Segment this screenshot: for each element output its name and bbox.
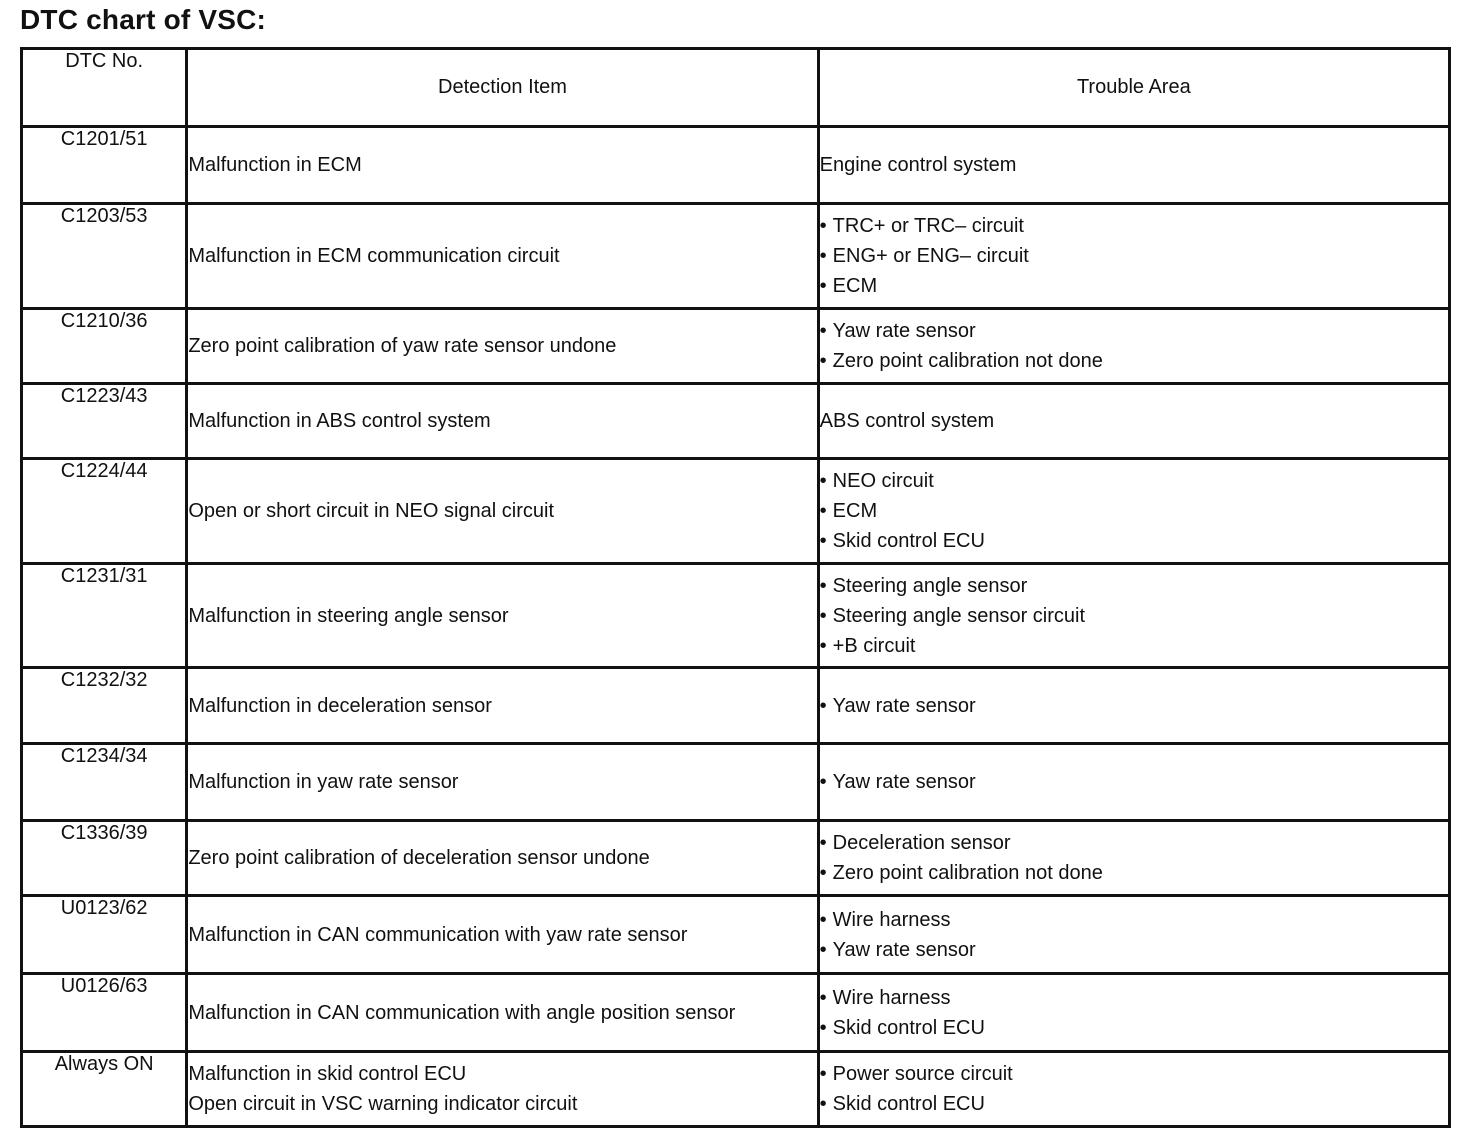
trouble-area-bullet-item: • +B circuit bbox=[820, 631, 1448, 661]
detection-item-text: Open or short circuit in NEO signal circuit bbox=[188, 500, 555, 522]
trouble-area-bullet-item: • Yaw rate sensor bbox=[820, 935, 1448, 965]
trouble-area-cell bbox=[818, 204, 1449, 309]
trouble-area-cell bbox=[818, 821, 1449, 896]
dtc-table-body bbox=[22, 127, 1450, 1127]
table-row bbox=[22, 204, 1450, 309]
dtc-code: C1210/36 bbox=[22, 309, 187, 384]
trouble-area-cell bbox=[818, 668, 1449, 744]
dtc-table bbox=[20, 47, 1451, 1128]
detection-item-text: Malfunction in steering angle sensor bbox=[188, 604, 509, 627]
dtc-code: C1231/31 bbox=[22, 564, 187, 668]
header-dtc-no: DTC No. bbox=[22, 49, 187, 127]
detection-item-cell bbox=[187, 204, 818, 309]
trouble-area-bullet-item: • ECM bbox=[820, 271, 1448, 301]
trouble-area-bullet-item: • Steering angle sensor circuit bbox=[820, 601, 1448, 631]
trouble-area-bullet-item: • Deceleration sensor bbox=[820, 828, 1448, 858]
table-row bbox=[22, 896, 1450, 974]
page-title: DTC chart of VSC: bbox=[20, 4, 267, 35]
table-row bbox=[22, 821, 1450, 896]
detection-item-cell bbox=[187, 821, 818, 896]
trouble-area-cell bbox=[818, 564, 1449, 668]
detection-item-text: Malfunction in deceleration sensor bbox=[188, 694, 492, 717]
trouble-area-bullet-item: • TRC+ or TRC– circuit bbox=[820, 211, 1448, 241]
detection-item-cell bbox=[187, 384, 818, 459]
dtc-code: C1336/39 bbox=[22, 821, 187, 896]
trouble-area-bullet-item: • Skid control ECU bbox=[820, 526, 1448, 556]
trouble-area-cell bbox=[818, 309, 1449, 384]
detection-item-cell bbox=[187, 309, 818, 384]
detection-item-text: Malfunction in ECM communication circuit bbox=[188, 245, 560, 267]
detection-item-text: Zero point calibration of deceleration sensor undone bbox=[188, 847, 650, 869]
trouble-area-bullet-item: • Yaw rate sensor bbox=[820, 316, 1448, 346]
trouble-area-cell bbox=[818, 1052, 1449, 1127]
dtc-code: U0123/62 bbox=[22, 896, 187, 974]
table-row bbox=[22, 1052, 1450, 1127]
table-row bbox=[22, 974, 1450, 1052]
trouble-area-text: ABS control system bbox=[819, 410, 995, 432]
trouble-area-bullet-item: • Skid control ECU bbox=[820, 1089, 1448, 1119]
trouble-area-bullet-item: • NEO circuit bbox=[820, 466, 1448, 496]
dtc-code: C1232/32 bbox=[22, 668, 187, 744]
trouble-area-cell bbox=[818, 384, 1449, 459]
table-row bbox=[22, 668, 1450, 744]
dtc-code: Always ON bbox=[22, 1052, 187, 1127]
detection-item-text: Malfunction in ECM bbox=[188, 154, 362, 176]
dtc-code: C1224/44 bbox=[22, 459, 187, 564]
dtc-code: C1201/51 bbox=[22, 127, 187, 204]
dtc-code: C1234/34 bbox=[22, 744, 187, 821]
trouble-area-cell bbox=[818, 127, 1449, 204]
detection-item-text: Open circuit in VSC warning indicator circuit bbox=[188, 1093, 578, 1115]
table-header-row bbox=[22, 49, 1450, 127]
trouble-area-cell bbox=[818, 974, 1449, 1052]
trouble-area-bullet-item: • Wire harness bbox=[820, 905, 1448, 935]
detection-item-text: Zero point calibration of yaw rate sensor undone bbox=[188, 335, 617, 357]
dtc-code: C1203/53 bbox=[22, 204, 187, 309]
dtc-code: C1223/43 bbox=[22, 384, 187, 459]
trouble-area-bullet-item: • ENG+ or ENG– circuit bbox=[820, 241, 1448, 271]
detection-item-text: Malfunction in yaw rate sensor bbox=[188, 771, 459, 793]
detection-item-cell bbox=[187, 668, 818, 744]
trouble-area-bullet-item: • Power source circuit bbox=[820, 1059, 1448, 1089]
detection-item-text: Malfunction in CAN communication with angle position sensor bbox=[188, 1001, 736, 1024]
trouble-area-bullet-item: • Steering angle sensor bbox=[820, 571, 1448, 601]
detection-item-text: Malfunction in skid control ECU bbox=[188, 1063, 467, 1085]
detection-item-cell bbox=[187, 974, 818, 1052]
trouble-area-bullet-item: • ECM bbox=[820, 496, 1448, 526]
detection-item-cell bbox=[187, 127, 818, 204]
trouble-area-bullet-item: • Skid control ECU bbox=[820, 1013, 1448, 1043]
trouble-area-bullet-item: • Wire harness bbox=[820, 983, 1448, 1013]
trouble-area-bullet-item: • Zero point calibration not done bbox=[820, 346, 1448, 376]
detection-item-text: Malfunction in ABS control system bbox=[188, 410, 491, 432]
trouble-area-cell bbox=[818, 896, 1449, 974]
detection-item-cell bbox=[187, 896, 818, 974]
table-row bbox=[22, 564, 1450, 668]
detection-item-cell bbox=[187, 1052, 818, 1127]
detection-item-cell bbox=[187, 459, 818, 564]
detection-item-text: Malfunction in CAN communication with yaw rate sensor bbox=[188, 923, 688, 946]
header-trouble-area: Trouble Area bbox=[818, 49, 1449, 127]
trouble-area-cell bbox=[818, 459, 1449, 564]
table-row bbox=[22, 744, 1450, 821]
table-row bbox=[22, 127, 1450, 204]
table-row bbox=[22, 384, 1450, 459]
detection-item-cell bbox=[187, 564, 818, 668]
trouble-area-bullet-item: • Yaw rate sensor bbox=[820, 691, 1448, 721]
dtc-code: U0126/63 bbox=[22, 974, 187, 1052]
trouble-area-text: Engine control system bbox=[819, 154, 1017, 176]
trouble-area-bullet-item: • Zero point calibration not done bbox=[820, 858, 1448, 888]
detection-item-cell bbox=[187, 744, 818, 821]
trouble-area-cell bbox=[818, 744, 1449, 821]
table-row bbox=[22, 459, 1450, 564]
trouble-area-bullet-item: • Yaw rate sensor bbox=[820, 767, 1448, 797]
table-row bbox=[22, 309, 1450, 384]
header-detection-item: Detection Item bbox=[187, 49, 818, 127]
